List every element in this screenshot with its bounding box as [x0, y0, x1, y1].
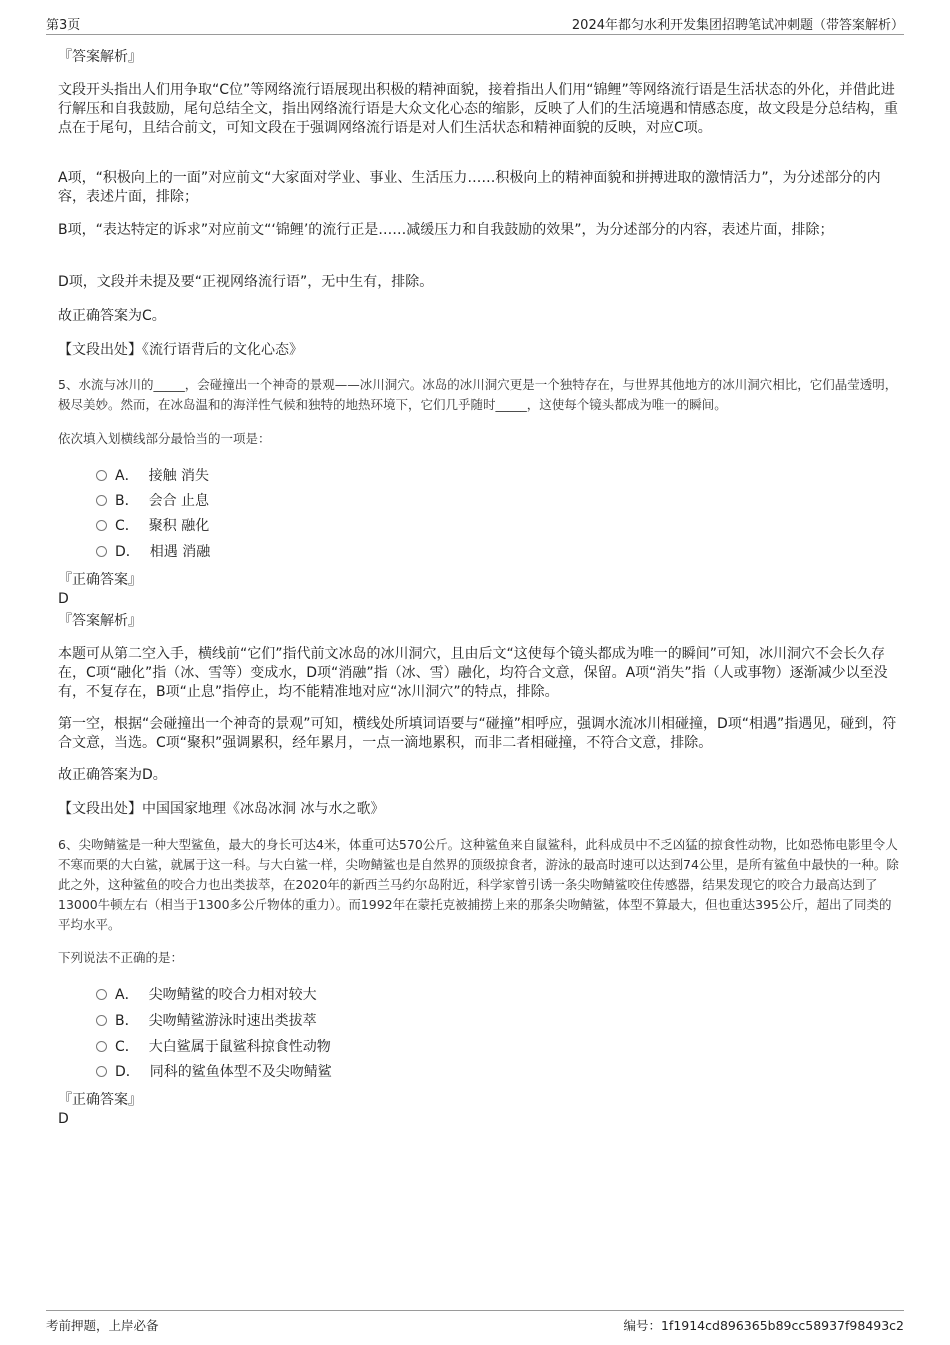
- q4-analysis-label: 『答案解析』: [58, 49, 142, 65]
- radio-icon[interactable]: [96, 1015, 107, 1026]
- q4-analysis-para2: A项，“积极向上的一面”对应前文“大家面对学业、事业、生活压力……积极向上的精神面貌和拼搏进取的激情活力”，为分述部分的内容，表述片面，排除；: [58, 170, 881, 205]
- q5-stem: 5、水流与冰川的_____，会碰撞出一个神奇的景观——冰川洞穴。冰岛的冰川洞穴更是一个独特存在，与世界其他地方的冰川洞穴相比，它们晶莹透明，极尽美妙。然而，在冰岛温和的海洋性气候和独特的地热环境下，它们几乎随时_____，这使每个镜头都成为唯一的瞬间。: [58, 377, 898, 412]
- q5-option-d-text: 相遇 消融: [149, 544, 211, 560]
- q5-option-a-text: 接触 消失: [148, 468, 210, 484]
- q4-source: 【文段出处】《流行语背后的文化心态》: [58, 342, 303, 358]
- radio-icon[interactable]: [96, 1066, 107, 1077]
- document-code: 编号：1f1914cd896365b89cc58937f98493c2: [623, 1318, 904, 1333]
- q5-analysis-label: 『答案解析』: [58, 613, 142, 629]
- q6-option-b[interactable]: [96, 1012, 317, 1030]
- q5-analysis-para1: 本题可从第二空入手，横线前“它们”指代前文冰岛的冰川洞穴，且由后文“这使每个镜头都成为唯一的瞬间”可知，冰川洞穴不会长久存在，C项“融化”指（冰、雪等）变成水，D项“消融”指（冰、雪）融化，均符合文意，保留。A项“消失”指（人或事物）逐渐减少以至没有，不复存在，B项“止息”指停止，均不能精准地对应“冰川洞穴”的特点，排除。: [58, 646, 888, 700]
- q6-option-a-text: 尖吻鲭鲨的咬合力相对较大: [148, 987, 317, 1003]
- footer-slogan: 考前押题，上岸必备: [46, 1318, 159, 1333]
- q6-prompt: 下列说法不正确的是：: [58, 950, 184, 965]
- q5-option-c-key: C．: [115, 518, 139, 534]
- q6-option-c-key: C．: [115, 1039, 139, 1055]
- q6-answer-label: 『正确答案』: [58, 1092, 142, 1108]
- q5-option-b[interactable]: [96, 492, 209, 510]
- q5-analysis-para2: 第一空，根据“会碰撞出一个神奇的景观”可知，横线处所填词语要与“碰撞”相呼应，强调水流冰川相碰撞，D项“相遇”指遇见，碰到，符合文意，当选。C项“聚积”强调累积，经年累月，一点一滴地累积，而非二者相碰撞，不符合文意，排除。: [58, 716, 897, 751]
- q5-option-a-key: A．: [115, 468, 139, 484]
- q5-option-b-key: B．: [115, 493, 139, 509]
- q5-option-b-text: 会合 止息: [148, 493, 210, 509]
- q6-answer: D: [58, 1111, 69, 1127]
- q4-analysis-para4: D项，文段并未提及要“正视网络流行语”，无中生有，排除。: [58, 274, 434, 290]
- q4-analysis-para1: 文段开头指出人们用争取“C位”等网络流行语展现出积极的精神面貌，接着指出人们用“锦鲤”等网络流行语是生活状态的外化，并借此进行解压和自我鼓励，尾句总结全文，指出网络流行语是大众文化心态的缩影，反映了人们的生活境遇和情感态度，故文段是分总结构，重点在于尾句，且结合前文，可知文段在于强调网络流行语是对人们生活状态和精神面貌的反映，对应C项。: [58, 82, 898, 136]
- q6-option-a-key: A．: [115, 987, 139, 1003]
- q6-stem: 6、尖吻鲭鲨是一种大型鲨鱼，最大的身长可达4米，体重可达570公斤。这种鲨鱼来自鼠鲨科，此科成员中不乏凶猛的掠食性动物，比如恐怖电影里令人不寒而栗的大白鲨，就属于这一科。与大白鲨一样，尖吻鲭鲨也是自然界的顶级掠食者，游泳的最高时速可以达到74公里，是所有鲨鱼中最快的一种。除此之外，这种鲨鱼的咬合力也出类拔萃，在2020年的新西兰马约尔岛附近，科学家曾引诱一条尖吻鲭鲨咬住传感器，结果发现它的咬合力最高达到了13000牛顿左右（相当于1300多公斤物体的重力）。而1992年在蒙托克被捕捞上来的那条尖吻鲭鲨，体型不算最大，但也重达395公斤，超出了同类的平均水平。: [58, 837, 899, 932]
- radio-icon[interactable]: [96, 470, 107, 481]
- q5-answer: D: [58, 591, 69, 607]
- q5-prompt: 依次填入划横线部分最恰当的一项是：: [58, 431, 271, 446]
- q6-option-d-key: D．: [115, 1064, 140, 1080]
- radio-icon[interactable]: [96, 989, 107, 1000]
- q6-option-c[interactable]: [96, 1038, 331, 1056]
- q6-option-d[interactable]: [96, 1063, 332, 1081]
- page-number: 第3页: [46, 18, 81, 33]
- q5-option-d[interactable]: [96, 543, 210, 561]
- page-header: [46, 12, 904, 35]
- q4-analysis-para3: B项，“表达特定的诉求”对应前文“‘锦鲤’的流行正是……减缓压力和自我鼓励的效果”，为分述部分的内容，表述片面，排除；: [58, 222, 834, 238]
- page-footer: [46, 1310, 904, 1335]
- q5-option-c-text: 聚积 融化: [148, 518, 210, 534]
- q4-conclusion: 故正确答案为C。: [58, 308, 166, 324]
- q6-option-c-text: 大白鲨属于鼠鲨科掠食性动物: [148, 1039, 331, 1055]
- q6-option-d-text: 同科的鲨鱼体型不及尖吻鲭鲨: [149, 1064, 332, 1080]
- radio-icon[interactable]: [96, 1041, 107, 1052]
- q6-option-b-text: 尖吻鲭鲨游泳时速出类拔萃: [148, 1013, 317, 1029]
- q5-option-a[interactable]: [96, 467, 209, 485]
- q5-conclusion: 故正确答案为D。: [58, 767, 167, 783]
- document-title: 2024年都匀水利开发集团招聘笔试冲刺题（带答案解析）: [571, 18, 904, 33]
- q6-option-b-key: B．: [115, 1013, 139, 1029]
- q5-option-d-key: D．: [115, 544, 140, 560]
- radio-icon[interactable]: [96, 495, 107, 506]
- q5-option-c[interactable]: [96, 517, 209, 535]
- radio-icon[interactable]: [96, 546, 107, 557]
- q6-option-a[interactable]: [96, 986, 317, 1004]
- q5-answer-label: 『正确答案』: [58, 572, 142, 588]
- q5-source: 【文段出处】中国国家地理《冰岛冰洞 冰与水之歌》: [58, 801, 385, 817]
- radio-icon[interactable]: [96, 520, 107, 531]
